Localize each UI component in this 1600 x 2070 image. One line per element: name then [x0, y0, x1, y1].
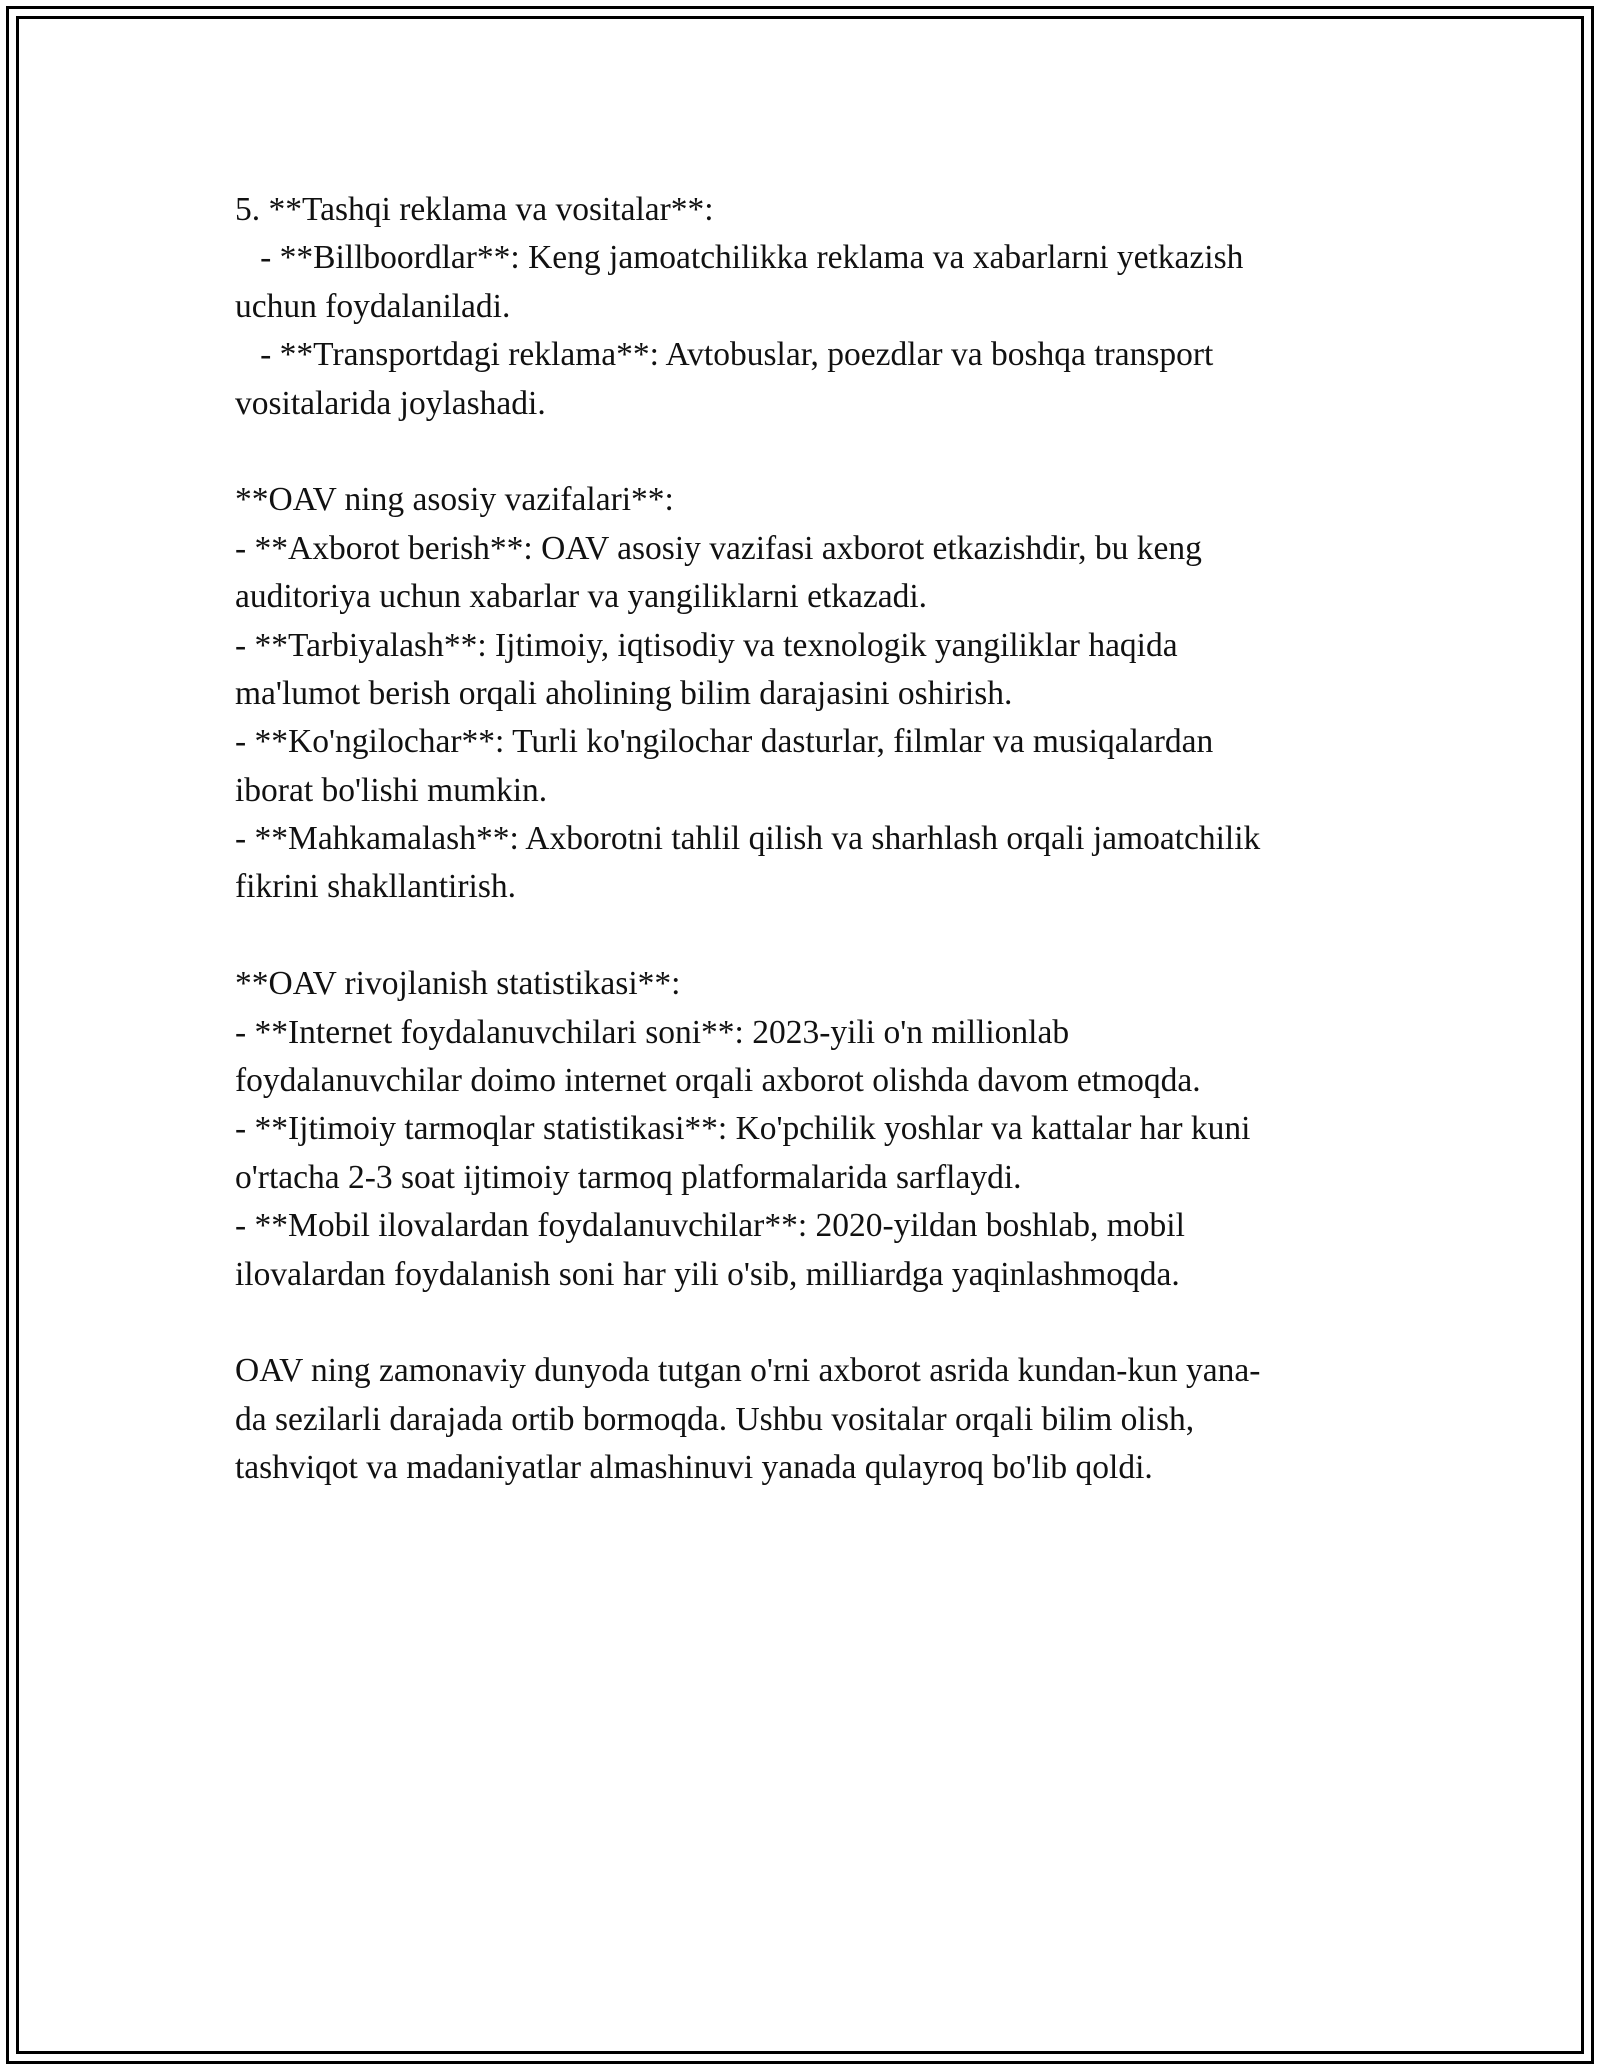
list-item-transport-ads-cont: vositalarida joylashadi. [235, 384, 546, 422]
list-item-social-networks-cont: o'rtacha 2-3 soat ijtimoiy tarmoq platformalarida sarflaydi. [235, 1158, 1022, 1196]
conclusion-paragraph-line: da sezilarli darajada ortib bormoqda. Ushbu vositalar orqali bilim olish, [235, 1400, 1195, 1438]
paragraph-spacer [235, 1299, 1370, 1347]
section-heading-main-tasks: **OAV ning asosiy vazifalari**: [235, 481, 674, 519]
list-item-reinforcement-cont: fikrini shakllantirish. [235, 868, 516, 906]
list-item-education: - **Tarbiyalash**: Ijtimoiy, iqtisodiy va texnologik yangiliklar haqida [235, 626, 1178, 664]
list-item-information-cont: auditoriya uchun xabarlar va yangiliklarni etkazadi. [235, 578, 928, 616]
list-item-mobile-apps-cont: ilovalardan foydalanish soni har yili o'sib, milliardga yaqinlashmoqda. [235, 1255, 1180, 1293]
list-item-information: - **Axborot berish**: OAV asosiy vazifasi axborot etkazishdir, bu keng [235, 529, 1202, 567]
section-heading-outdoor-ads: 5. **Tashqi reklama va vositalar**: [235, 191, 714, 228]
list-item-mobile-apps: - **Mobil ilovalardan foydalanuvchilar**: 2020-yildan boshlab, mobil [235, 1207, 1185, 1245]
list-item-billboards: - **Billboordlar**: Keng jamoatchilikka reklama va xabarlarni yetkazish [235, 239, 1244, 277]
conclusion-paragraph-line: OAV ning zamonaviy dunyoda tutgan o'rni axborot asrida kundan-kun yana- [235, 1352, 1261, 1390]
list-item-social-networks: - **Ijtimoiy tarmoqlar statistikasi**: Ko'pchilik yoshlar va kattalar har kuni [235, 1110, 1251, 1148]
document-body [235, 186, 1370, 1493]
conclusion-paragraph-line: tashviqot va madaniyatlar almashinuvi yanada qulayroq bo'lib qoldi. [235, 1449, 1153, 1487]
paragraph-spacer [235, 912, 1370, 960]
list-item-internet-users: - **Internet foydalanuvchilari soni**: 2023-yili o'n millionlab [235, 1013, 1070, 1051]
section-heading-statistics: **OAV rivojlanish statistikasi**: [235, 965, 681, 1003]
list-item-billboards-cont: uchun foydalaniladi. [235, 287, 511, 325]
list-item-reinforcement: - **Mahkamalash**: Axborotni tahlil qilish va sharhlash orqali jamoatchilik [235, 820, 1261, 858]
list-item-internet-users-cont: foydalanuvchilar doimo internet orqali axborot olishda davom etmoqda. [235, 1062, 1201, 1100]
list-item-education-cont: ma'lumot berish orqali aholining bilim darajasini oshirish. [235, 674, 1013, 712]
paragraph-spacer [235, 428, 1370, 476]
list-item-transport-ads: - **Transportdagi reklama**: Avtobuslar, poezdlar va boshqa transport [235, 336, 1214, 374]
list-item-entertainment-cont: iborat bo'lishi mumkin. [235, 771, 548, 809]
list-item-entertainment: - **Ko'ngilochar**: Turli ko'ngilochar dasturlar, filmlar va musiqalardan [235, 723, 1214, 761]
